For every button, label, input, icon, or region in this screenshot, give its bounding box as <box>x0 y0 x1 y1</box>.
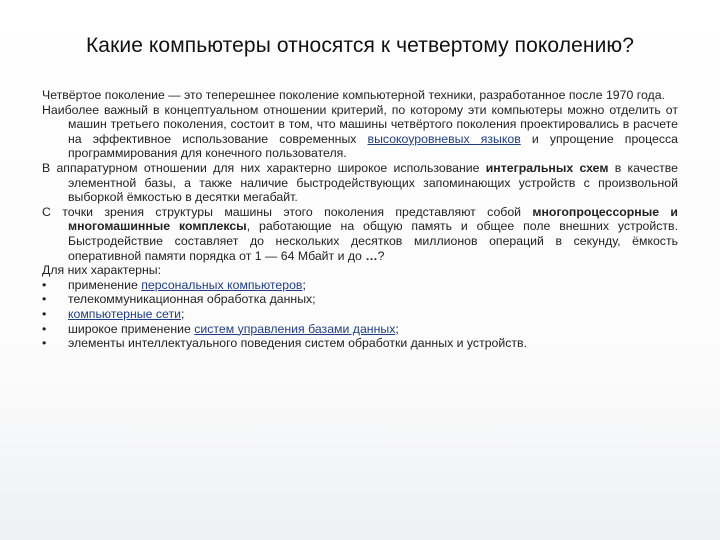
list-item-text: элементы интеллектуального поведения систем обработки данных и устройств. <box>68 336 527 351</box>
list-item <box>42 336 678 351</box>
bullet-icon: • <box>42 336 47 351</box>
bold-multiprocessor-complexes: многопроцессорные и многомашинные комплексы <box>68 204 678 234</box>
bold-ellipsis: … <box>365 248 378 263</box>
list-item-text: применение <box>68 277 142 292</box>
characteristics-list <box>42 278 678 351</box>
bold-integrated-circuits: интегральных схем <box>485 160 609 175</box>
paragraph-text: ? <box>377 248 385 263</box>
list-item-text: широкое применение <box>68 321 195 336</box>
slide-content <box>42 88 678 351</box>
paragraph-definition <box>42 88 678 103</box>
link-personal-computers[interactable]: персональных компьютеров <box>141 277 303 292</box>
bullet-icon: • <box>42 292 47 307</box>
list-item-text: ; <box>180 306 185 321</box>
paragraph-structure <box>42 205 678 263</box>
bullet-icon: • <box>42 306 47 321</box>
paragraph-text: Наиболее важный в концептуальном отношении критерий, по которому эти компьютеры можно отделить от машин третьего поколения, состоит в том, что машины четвёртого поколения проектировались в расчете на эффективное использование современных <box>42 102 678 146</box>
paragraph-criterion <box>42 103 678 161</box>
list-item-text: телекоммуникационная обработка данных; <box>68 292 316 307</box>
paragraph-text: В аппаратурном отношении для них характерно широкое использование <box>42 160 486 175</box>
list-item <box>42 278 678 293</box>
list-item-text: ; <box>302 277 306 292</box>
paragraph-text: и упрощение процесса программирования для конечного пользователя. <box>68 131 679 161</box>
list-heading: Для них характерны: <box>42 263 162 278</box>
paragraph-text: , работающие на общую память и общее поле внешних устройств. Быстродействие составляет до нескольких десятков миллионов операций в секунду, ёмкость оперативной памяти порядка от 1 — 64 Мбайт и до <box>68 219 678 263</box>
list-item <box>42 292 678 307</box>
link-dbms[interactable]: систем управления базами данных <box>194 321 396 336</box>
link-computer-networks[interactable]: компьютерные сети <box>68 306 181 321</box>
bullet-icon: • <box>42 277 47 292</box>
paragraph-text: С точки зрения структуры машины этого поколения представляют собой <box>42 204 533 219</box>
paragraph-hardware <box>42 161 678 205</box>
paragraph-text: в качестве элементной базы, а также наличие быстродействующих запоминающих устройств с произвольной выборкой ёмкостью в десятки мегабайт. <box>68 160 678 205</box>
slide-title: Какие компьютеры относятся к четвертому поколению? <box>85 34 635 57</box>
bullet-icon: • <box>42 321 47 336</box>
list-item <box>42 307 678 322</box>
list-item <box>42 322 678 337</box>
list-item-text: ; <box>395 321 399 336</box>
term-fourth-generation: Четвёртое поколение <box>42 88 165 102</box>
link-high-level-languages[interactable]: высокоуровневых языков <box>367 131 521 146</box>
paragraph-text: — это теперешнее поколение компьютерной техники, разработанное после 1970 года. <box>164 88 665 102</box>
